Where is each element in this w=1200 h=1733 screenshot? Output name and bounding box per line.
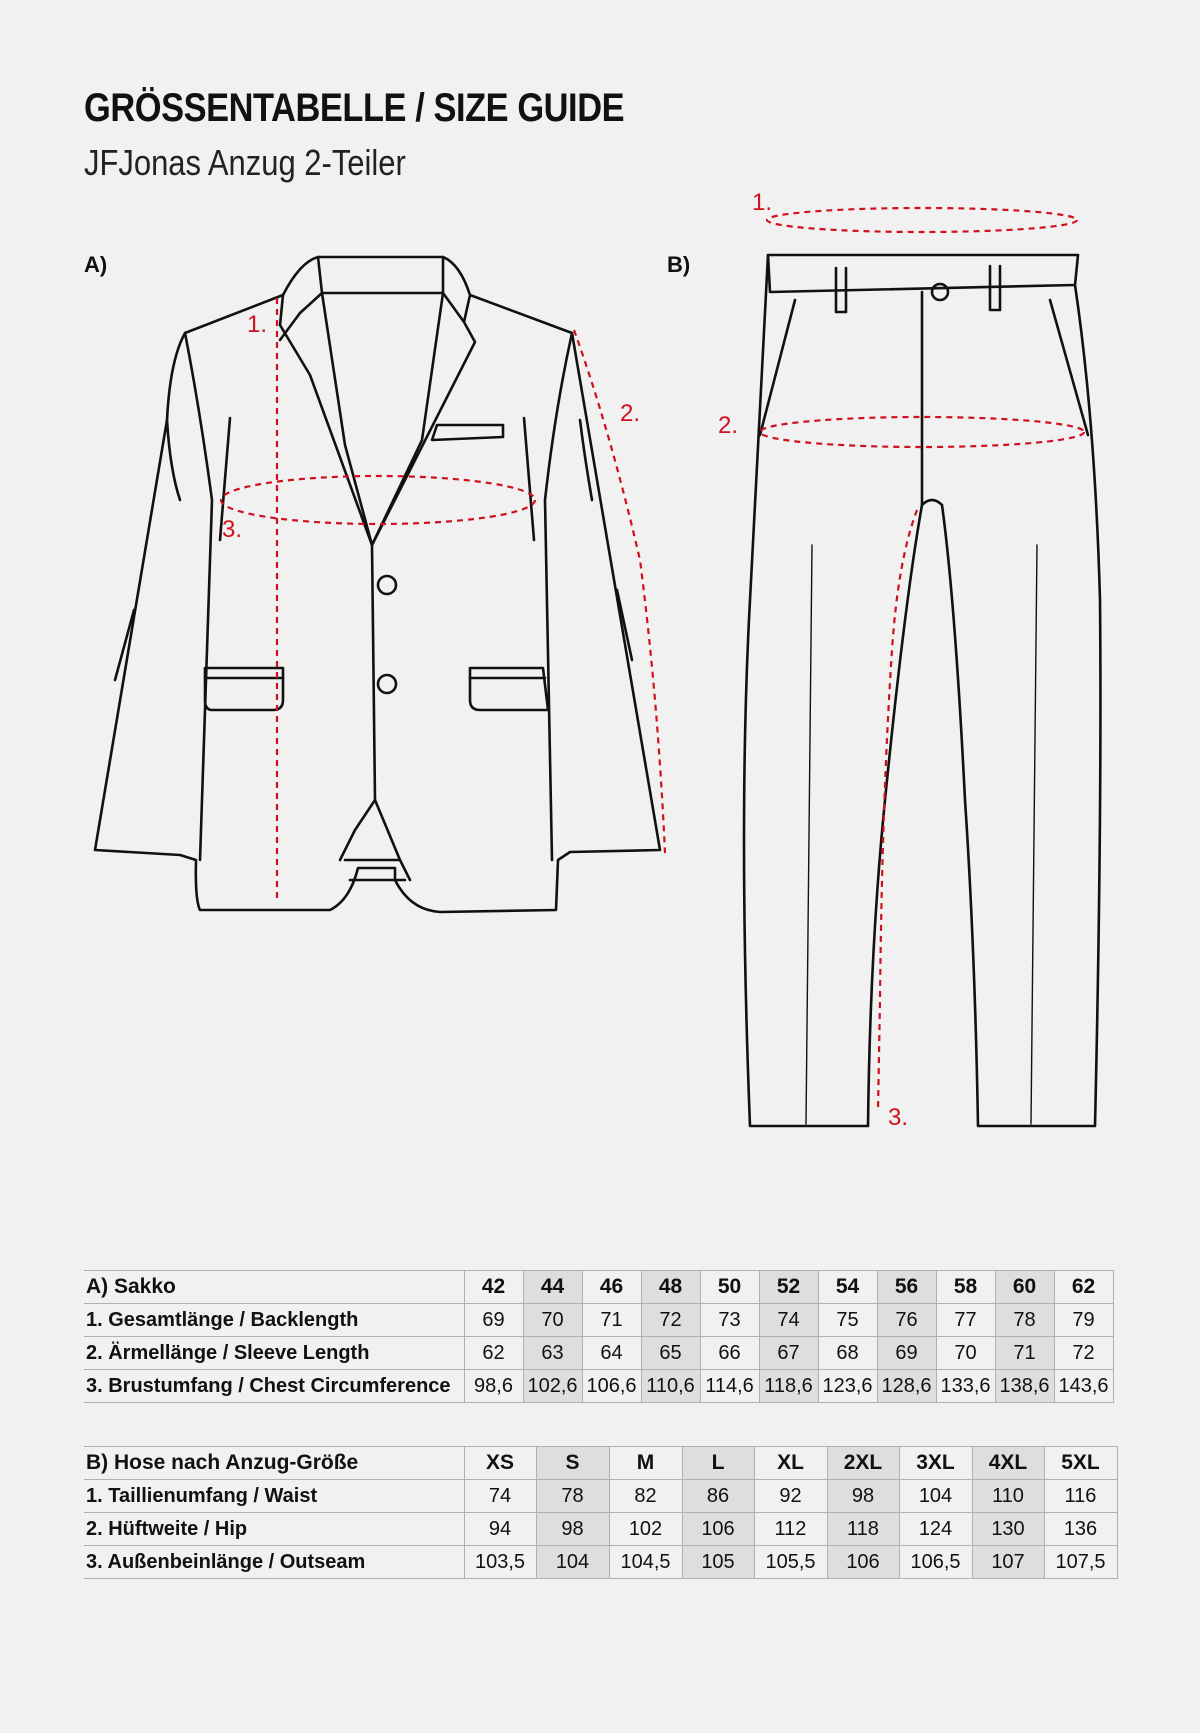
table-cell: 64 [582, 1337, 641, 1370]
table-cell: 78 [995, 1304, 1054, 1337]
table-cell: 72 [1054, 1337, 1113, 1370]
table-cell: 143,6 [1054, 1370, 1113, 1403]
size-header: M [609, 1447, 682, 1480]
table-b-header-label: B) Hose nach Anzug-Größe [84, 1447, 464, 1480]
jacket-measure-lines [221, 298, 665, 902]
size-header: 44 [523, 1271, 582, 1304]
table-cell: 72 [641, 1304, 700, 1337]
table-cell: 106 [827, 1546, 899, 1579]
table-cell: 112 [754, 1513, 827, 1546]
section-label-jacket: A) [84, 252, 108, 277]
chest-measure-ellipse [221, 476, 535, 524]
table-cell: 71 [582, 1304, 641, 1337]
table-cell: 110 [972, 1480, 1044, 1513]
table-cell: 71 [995, 1337, 1054, 1370]
size-header: XS [464, 1447, 536, 1480]
table-cell: 102,6 [523, 1370, 582, 1403]
table-cell: 104 [899, 1480, 972, 1513]
table-cell: 116 [1044, 1480, 1117, 1513]
jacket-label-1: 1. [247, 311, 268, 338]
size-header: 58 [936, 1271, 995, 1304]
page-title: GRÖSSENTABELLE / SIZE GUIDE [84, 86, 625, 130]
size-header: S [536, 1447, 609, 1480]
table-cell: 103,5 [464, 1546, 536, 1579]
table-cell: 110,6 [641, 1370, 700, 1403]
table-cell: 138,6 [995, 1370, 1054, 1403]
table-cell: 75 [818, 1304, 877, 1337]
row-label: 3. Außenbeinlänge / Outseam [84, 1546, 464, 1579]
page-subtitle: JFJonas Anzug 2-Teiler [84, 142, 406, 183]
size-header: 52 [759, 1271, 818, 1304]
table-cell: 128,6 [877, 1370, 936, 1403]
table-cell: 107 [972, 1546, 1044, 1579]
table-cell: 118,6 [759, 1370, 818, 1403]
table-row [84, 1370, 1113, 1403]
table-cell: 62 [464, 1337, 523, 1370]
table-cell: 76 [877, 1304, 936, 1337]
table-cell: 106,6 [582, 1370, 641, 1403]
table-cell: 114,6 [700, 1370, 759, 1403]
trousers-label-1: 1. [752, 189, 773, 216]
table-cell: 136 [1044, 1513, 1117, 1546]
size-header: 42 [464, 1271, 523, 1304]
table-cell: 73 [700, 1304, 759, 1337]
table-cell: 123,6 [818, 1370, 877, 1403]
table-cell: 94 [464, 1513, 536, 1546]
trousers-illustration [744, 255, 1100, 1126]
table-cell: 98 [827, 1480, 899, 1513]
section-label-trousers: B) [667, 252, 691, 277]
table-cell: 70 [936, 1337, 995, 1370]
size-header: XL [754, 1447, 827, 1480]
table-cell: 63 [523, 1337, 582, 1370]
outseam-measure-line [878, 510, 917, 1110]
size-header: 54 [818, 1271, 877, 1304]
table-cell: 78 [536, 1480, 609, 1513]
row-label: 2. Ärmellänge / Sleeve Length [84, 1337, 464, 1370]
table-cell: 79 [1054, 1304, 1113, 1337]
table-cell: 106,5 [899, 1546, 972, 1579]
size-header: 4XL [972, 1447, 1044, 1480]
table-cell: 105 [682, 1546, 754, 1579]
table-cell: 104 [536, 1546, 609, 1579]
table-cell: 105,5 [754, 1546, 827, 1579]
waist-measure-ellipse [767, 208, 1077, 232]
size-header: 2XL [827, 1447, 899, 1480]
table-cell: 74 [464, 1480, 536, 1513]
table-cell: 124 [899, 1513, 972, 1546]
size-header: 48 [641, 1271, 700, 1304]
table-row [84, 1304, 1113, 1337]
row-label: 1. Gesamtlänge / Backlength [84, 1304, 464, 1337]
table-cell: 67 [759, 1337, 818, 1370]
table-cell: 82 [609, 1480, 682, 1513]
size-header: 56 [877, 1271, 936, 1304]
table-cell: 106 [682, 1513, 754, 1546]
size-header: 3XL [899, 1447, 972, 1480]
table-cell: 65 [641, 1337, 700, 1370]
row-label: 3. Brustumfang / Chest Circumference [84, 1370, 464, 1403]
table-cell: 92 [754, 1480, 827, 1513]
trousers-label-2: 2. [718, 412, 739, 439]
table-cell: 104,5 [609, 1546, 682, 1579]
table-row [84, 1337, 1113, 1370]
table-cell: 77 [936, 1304, 995, 1337]
jacket-label-3: 3. [222, 516, 243, 543]
table-cell: 69 [464, 1304, 523, 1337]
size-header: 46 [582, 1271, 641, 1304]
table-cell: 118 [827, 1513, 899, 1546]
jacket-illustration [95, 257, 660, 912]
trousers-size-table [84, 1446, 1118, 1579]
table-row [84, 1480, 1117, 1513]
table-cell: 98,6 [464, 1370, 523, 1403]
table-cell: 68 [818, 1337, 877, 1370]
jacket-size-table [84, 1270, 1114, 1403]
table-a-header-label: A) Sakko [84, 1271, 464, 1304]
table-cell: 107,5 [1044, 1546, 1117, 1579]
table-header-row [84, 1271, 1113, 1304]
table-cell: 98 [536, 1513, 609, 1546]
table-cell: 102 [609, 1513, 682, 1546]
table-cell: 70 [523, 1304, 582, 1337]
table-row [84, 1546, 1117, 1579]
trousers-label-3: 3. [888, 1104, 909, 1131]
table-cell: 130 [972, 1513, 1044, 1546]
table-cell: 133,6 [936, 1370, 995, 1403]
size-header: 50 [700, 1271, 759, 1304]
row-label: 1. Taillienumfang / Waist [84, 1480, 464, 1513]
row-label: 2. Hüftweite / Hip [84, 1513, 464, 1546]
table-row [84, 1513, 1117, 1546]
size-header: 5XL [1044, 1447, 1117, 1480]
table-cell: 69 [877, 1337, 936, 1370]
table-cell: 86 [682, 1480, 754, 1513]
table-cell: 66 [700, 1337, 759, 1370]
size-header: L [682, 1447, 754, 1480]
size-header: 60 [995, 1271, 1054, 1304]
table-header-row [84, 1447, 1117, 1480]
size-header: 62 [1054, 1271, 1113, 1304]
jacket-label-2: 2. [620, 400, 641, 427]
table-cell: 74 [759, 1304, 818, 1337]
